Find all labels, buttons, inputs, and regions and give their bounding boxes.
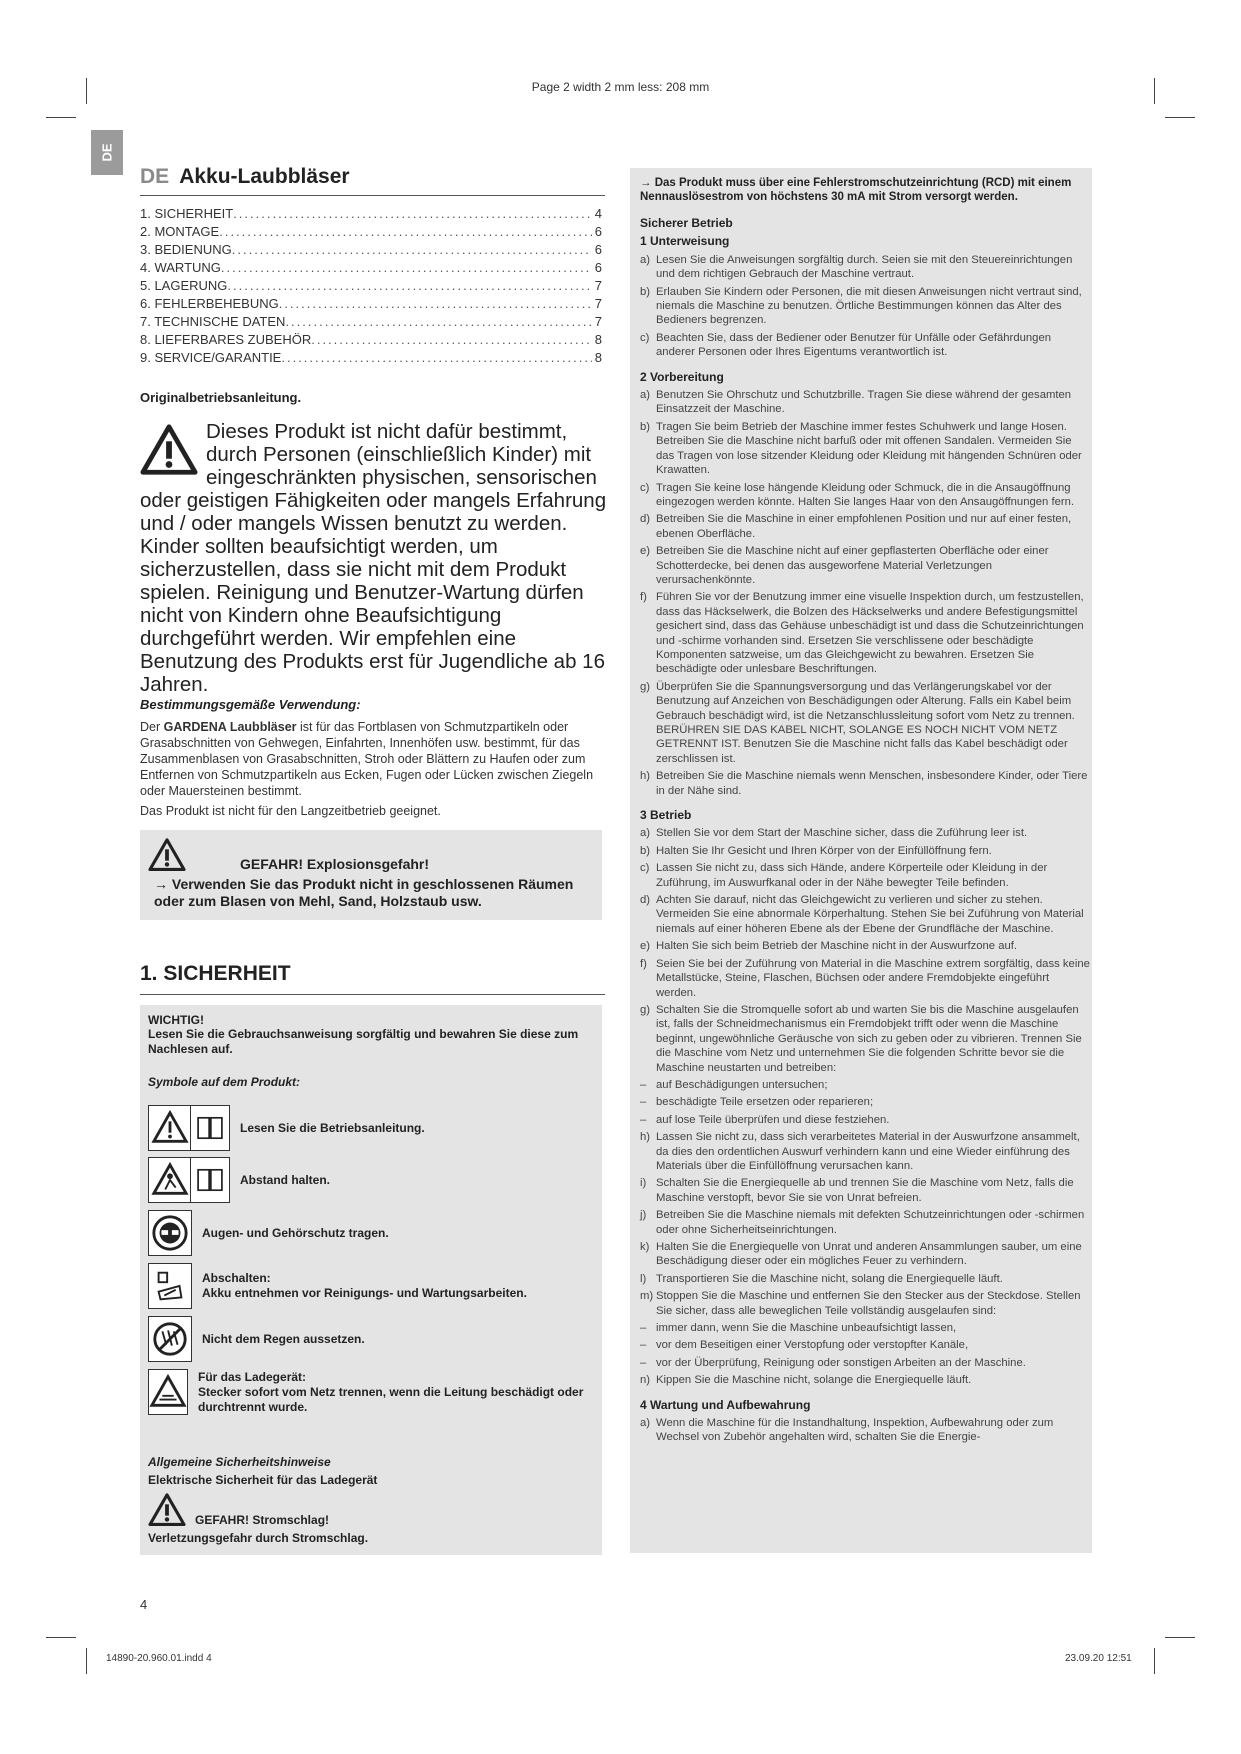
item-letter: b) [640, 285, 651, 298]
item-text: Stoppen Sie die Maschine und entfernen Sie den Stecker aus der Steckdose. Stellen Sie sicher, dass alle beweglichen Teile vollständig ausgelaufen sind: [656, 1290, 1081, 1317]
title-text: Akku-Laubbläser [179, 165, 350, 188]
important-text: Lesen Sie die Gebrauchsanweisung sorgfältig und bewahren Sie diese zum Nachlesen auf. [148, 1027, 579, 1056]
important-label: WICHTIG! [148, 1013, 204, 1027]
item-text: immer dann, wenn Sie die Maschine unbeaufsichtigt lassen, [656, 1322, 957, 1335]
item-text: Lassen Sie nicht zu, dass sich verarbeitetes Material in der Auswurfzone ansammelt, da dies den ordentlichen Auswurf verhindern kann und eine Wieder einführung des Materials über die Einfüllöffnung verursachen kann. [656, 1131, 1080, 1172]
item-letter: a) [640, 253, 651, 266]
section-safety-heading: 1. SICHERHEIT [140, 962, 605, 995]
safety-item [640, 1130, 1090, 1173]
item-letter: i) [640, 1177, 647, 1190]
item-text: Tragen Sie keine lose hängende Kleidung oder Schmuck, die in die Ansaugöffnung eingezogen werden könnte. Halten Sie langes Haar von den Ansaugöffnungen fern. [656, 481, 1075, 508]
intended-use-heading: Bestimmungsgemäße Verwendung: [140, 697, 361, 712]
read-manual-icon [148, 1105, 192, 1151]
shock-title: GEFAHR! Stromschlag! [195, 1513, 330, 1527]
charger-warning-icon [148, 1369, 188, 1415]
item-text: Wenn die Maschine für die Instandhaltung, Inspektion, Aufbewahrung oder zum Wechsel von Zubehör angehalten wird, schalten Sie die Energie- [656, 1417, 1054, 1444]
safe-operation-heading: Sicherer Betrieb [640, 216, 733, 230]
item-text: Halten Sie die Energiequelle von Unrat und anderen Ansammlungen sauber, um eine Beschädigung dieser oder ein mögliches Feuer zu verhindern. [656, 1241, 1082, 1268]
safety-item [640, 388, 1090, 417]
safety-item [640, 512, 1090, 541]
item-letter: a) [640, 827, 651, 840]
item-text: Benutzen Sie Ohrschutz und Schutzbrille. Tragen Sie diese während der gesamten Einsatzzeit der Maschine. [656, 389, 1072, 416]
item-text: Lesen Sie die Anweisungen sorgfältig durch. Seien sie mit den Steuereinrichtungen und dem richtigen Gebrauch der Maschine vertraut. [656, 253, 1073, 281]
item-letter: f) [640, 591, 647, 604]
big-warning-text: Dieses Produkt ist nicht dafür bestimmt, durch Personen (einschließlich Kinder) mit eingeschränkten physischen, sensorischen oder geistigen Fähigkeiten oder mangels Erfahrung und / oder mangels Wissen benutzt zu werden. Kinder sollten beaufsichtigt werden, um sicherzustellen, dass sie nicht mit dem Produkt spielen. Reinigung und Benutzer-Wartung dürfen nicht von Kindern ohne Beaufsichtigung durchgeführt werden. Wir empfehlen eine Benutzung des Produkts erst für Jugendliche ab 16 Jahren. [140, 420, 607, 696]
safety-item [640, 1240, 1090, 1269]
item-letter: – [640, 1113, 647, 1126]
item-letter: c) [640, 862, 650, 875]
safety-item [640, 253, 1090, 282]
footer-date: 23.09.20 12:51 [1065, 1653, 1132, 1664]
item-letter: b) [640, 420, 651, 433]
item-letter: – [640, 1356, 647, 1369]
toc-leader [285, 313, 591, 331]
item-letter: d) [640, 513, 651, 526]
item-text: beschädigte Teile ersetzen oder reparieren; [656, 1096, 874, 1109]
footer-file: 14890-20.960.01.indd 4 [106, 1653, 212, 1664]
toc-label: 2. MONTAGE [140, 224, 220, 239]
item-letter: e) [640, 545, 651, 558]
item-letter: g) [640, 680, 651, 693]
title-lang: DE [140, 165, 170, 188]
toc-leader [281, 349, 591, 367]
item-letter: – [640, 1078, 647, 1091]
safety-item [640, 957, 1090, 1000]
subsection-title: 4 Wartung und Aufbewahrung [640, 1397, 811, 1412]
warning-triangle-icon [140, 422, 198, 478]
toc-page: 7 [594, 314, 602, 329]
rcd-note: → Das Produkt muss über eine Fehlerstromschutzeinrichtung (RCD) mit einem Nennauslösestrom von höchstens 30 mA mit Strom versorgt werden. [640, 177, 1072, 203]
item-text: Halten Sie sich beim Betrieb der Maschine nicht in der Auswurfzone auf. [656, 940, 1018, 953]
safety-item [640, 893, 1090, 936]
symbol-label-detail: Akku entnehmen vor Reinigungs- und Wartungsarbeiten. [202, 1286, 527, 1300]
table-of-contents [140, 205, 602, 367]
keep-distance-icon [148, 1157, 192, 1203]
safety-item [640, 331, 1090, 360]
toc-leader [232, 241, 592, 259]
toc-page: 6 [594, 224, 602, 239]
toc-label: 4. WARTUNG [140, 260, 221, 275]
item-letter: d) [640, 894, 651, 907]
symbol-label: Augen- und Gehörschutz tragen. [202, 1225, 389, 1240]
electrical-safety-heading: Elektrische Sicherheit für das Ladegerät [148, 1473, 378, 1487]
intended-use-text: Der GARDENA Laubbläser ist für das Fortblasen von Schmutzpartikeln oder Grasabschnitten von Gehwegen, Einfahrten, Innenhöfen usw. bestimmt, für das Zusammenblasen von Grasabschnitten, Stroh oder Blättern zu Haufen oder zum Entfernen von Schmutzpartikeln aus Ecken, Fugen oder Lücken zwischen Ziegeln oder Mauersteinen bestimmt. [140, 720, 594, 798]
toc-entry[interactable] [140, 313, 602, 331]
item-text: Stellen Sie vor dem Start der Maschine sicher, dass die Zuführung leer ist. [656, 827, 1028, 840]
item-text: Achten Sie darauf, nicht das Gleichgewicht zu verlieren und sicher zu stehen. Vermeiden Sie eine abnormale Körperhaltung. Stehen Sie bei Zuführung von Material niemals auf einer höheren Ebene als der Ebene der Grundfläche der Maschine. [656, 894, 1084, 935]
toc-entry[interactable] [140, 349, 602, 367]
safety-item [640, 1338, 1090, 1352]
brand-name: GARDENA Laubbläser [163, 720, 297, 734]
item-text: Tragen Sie beim Betrieb der Maschine immer festes Schuhwerk und lange Hosen. Betreiben Sie die Maschine nicht barfuß oder mit offenen Sandalen. Vermeiden Sie das Tragen von lose sitzender Kleidung oder Kleidung mit hängenden Schnüren oder Krawatten. [656, 420, 1082, 477]
toc-label: 8. LIEFERBARES ZUBEHÖR [140, 332, 312, 347]
page-number: 4 [140, 1597, 148, 1612]
safety-subsection [640, 234, 1090, 359]
item-letter: f) [640, 957, 647, 970]
item-text: Erlauben Sie Kindern oder Personen, die mit diesen Anweisungen nicht vertraut sind, niemals die Maschine zu benutzen. Örtliche Bestimmungen können das Alter des Bedieners begrenzen. [656, 285, 1082, 327]
page-title [140, 165, 605, 196]
safety-item [640, 1113, 1090, 1127]
safety-item [640, 939, 1090, 953]
item-text: vor der Überprüfung, Reinigung oder sonstigen Arbeiten an der Maschine. [656, 1356, 1026, 1369]
product-symbol [148, 1316, 365, 1362]
safety-item [640, 481, 1090, 510]
item-letter: k) [640, 1241, 650, 1253]
toc-page: 6 [594, 260, 602, 275]
toc-entry[interactable] [140, 295, 602, 313]
safety-item [640, 769, 1090, 798]
item-text: Betreiben Sie die Maschine in einer empfohlenen Position und nur auf einer festen, ebenen Oberfläche. [656, 513, 1072, 540]
warning-triangle-icon [148, 1493, 186, 1527]
right-column-content [640, 176, 1090, 1455]
item-text: Betreiben Sie die Maschine niemals mit defekten Schutzeinrichtungen oder -schirmen oder ohne Sicherheitseinrichtungen. [656, 1209, 1085, 1236]
toc-leader [311, 331, 592, 349]
original-label: Originalbetriebsanleitung. [140, 390, 302, 405]
product-symbol [148, 1105, 425, 1151]
item-text: Betreiben Sie die Maschine nicht auf einer gepflasterten Oberfläche oder einer Schotterdecke, bei denen das ausgeworfene Material Verletzungen verursachenkönnte. [656, 545, 1049, 586]
symbols-heading: Symbole auf dem Produkt: [148, 1075, 301, 1089]
item-letter: m) [640, 1290, 654, 1303]
safety-item [640, 1416, 1090, 1445]
person-distance-icon [190, 1157, 230, 1203]
toc-leader [219, 223, 592, 241]
toc-page: 8 [594, 350, 602, 365]
safety-item [640, 1208, 1090, 1237]
item-letter: – [640, 1322, 647, 1335]
toc-leader [227, 277, 591, 295]
item-text: Führen Sie vor der Benutzung immer eine visuelle Inspektion durch, um festzustellen, dass das Häckselwerk, die Bolzen des Häckselwerks und andere Befestigungsmittel gesichert sind, dass das Gehäuse unbeschädigt ist und dass die Schutzeinrichtungen und -schirme vorhanden sind. Ersetzen Sie verschlissene oder beschädigte Komponenten satzweise, um das Gleichgewicht zu bewahren. Ersetzen Sie beschädigte oder unlesbare Beschriftungen. [656, 591, 1084, 676]
item-letter: h) [640, 770, 651, 783]
item-letter: h) [640, 1131, 651, 1144]
safety-item [640, 590, 1090, 676]
item-letter: l) [640, 1272, 647, 1285]
toc-page: 7 [594, 278, 602, 293]
product-symbol [148, 1263, 527, 1309]
symbol-label: Abstand halten. [240, 1172, 331, 1187]
page-header-note: Page 2 width 2 mm less: 208 mm [531, 80, 710, 94]
symbol-label-detail: Stecker sofort vom Netz trennen, wenn die Leitung beschädigt oder durchtrennt wurde. [198, 1384, 584, 1414]
item-text: Transportieren Sie die Maschine nicht, solang die Energiequelle läuft. [656, 1272, 1003, 1285]
safety-item [640, 680, 1090, 766]
shock-text: Verletzungsgefahr durch Stromschlag. [148, 1531, 369, 1545]
toc-leader [279, 295, 592, 313]
intended-use-note: Das Produkt ist nicht für den Langzeitbetrieb geeignet. [140, 804, 441, 818]
no-rain-icon [148, 1316, 192, 1362]
safety-item [640, 1176, 1090, 1205]
safety-item [640, 1003, 1090, 1075]
item-letter: n) [640, 1374, 651, 1387]
safety-item [640, 1289, 1090, 1318]
item-text: vor dem Beseitigen einer Verstopfung oder verstopfter Kanäle, [656, 1339, 969, 1352]
item-text: Schalten Sie die Stromquelle sofort ab und warten Sie bis die Maschine ausgelaufen ist, falls der Schneidmechanismus ein Fremdobjekt trifft oder wenn die Maschine beginnt, ungewöhnliche Geräusche von sich zu geben oder zu vibrieren. Trennen Sie die Maschine vom Netz und unternehmen Sie die folgenden Schritte bevor sie die Maschine neustarten und betreiben: [656, 1003, 1082, 1074]
item-letter: g) [640, 1003, 651, 1016]
safety-item [640, 285, 1090, 328]
safety-item [640, 861, 1090, 890]
item-text: Kippen Sie die Maschine nicht, solange die Energiequelle läuft. [656, 1374, 972, 1387]
toc-entry[interactable] [140, 223, 602, 241]
toc-label: 1. SICHERHEIT [140, 206, 234, 221]
safety-subsection [640, 1398, 1090, 1445]
general-safety-heading: Allgemeine Sicherheitshinweise [148, 1455, 331, 1469]
item-letter: c) [640, 331, 650, 344]
item-text: Betreiben Sie die Maschine niemals wenn Menschen, insbesondere Kinder, oder Tiere in der Nähe sind. [656, 770, 1088, 797]
toc-entry[interactable] [140, 277, 602, 295]
safety-item [640, 1095, 1090, 1109]
item-letter: – [640, 1096, 647, 1109]
item-text: Schalten Sie die Energiequelle ab und trennen Sie die Maschine vom Netz, falls die Maschine verstopft, bevor Sie sie von Unrat befreien. [656, 1177, 1074, 1204]
manual-book-icon [190, 1105, 230, 1151]
symbol-label: Für das Ladegerät: [198, 1369, 307, 1384]
safety-item [640, 826, 1090, 840]
item-letter: a) [640, 389, 651, 402]
toc-entry[interactable] [140, 205, 602, 223]
warning-triangle-icon [148, 838, 186, 872]
important-box [140, 1005, 602, 1555]
item-letter: b) [640, 844, 651, 857]
toc-label: 9. SERVICE/GARANTIE [140, 350, 282, 365]
item-text: Seien Sie bei der Zuführung von Material in die Maschine extrem sorgfältig, dass keine Metallstücke, Steine, Flaschen, Büchsen oder andere Fremdobjekte eingeführt werden. [656, 957, 1090, 999]
product-symbol [148, 1157, 330, 1203]
subsection-title: 2 Vorbereitung [640, 369, 724, 384]
item-text: Überprüfen Sie die Spannungsversorgung und das Verlängerungskabel vor der Benutzung auf Anzeichen von Beschädigungen oder Alterung. Falls ein Kabel beim Gebrauch beschädigt wird, ist die Netzanschlussleitung sofort vom Netz zu trennen. BERÜHREN SIE DAS KABEL NICHT, SOLANGE ES NOCH NICHT VOM NETZ GETRENNT IST. Benutzen Sie die Maschine nicht falls das Kabel beschädigt oder zerschlissen ist. [656, 680, 1075, 765]
subsection-title: 1 Unterweisung [640, 234, 730, 249]
product-symbol [148, 1210, 389, 1256]
toc-label: 5. LAGERUNG [140, 278, 228, 293]
danger-explosion-title: GEFAHR! Explosionsgefahr! [240, 856, 430, 872]
toc-entry[interactable] [140, 241, 602, 259]
item-text: auf Beschädigungen untersuchen; [656, 1078, 828, 1091]
item-letter: e) [640, 940, 651, 953]
safety-item [640, 544, 1090, 587]
safety-item [640, 1373, 1090, 1387]
item-text: Beachten Sie, dass der Bediener oder Benutzer für Unfälle oder Gefährdungen anderer Personen oder Ihres Eigentums verantwortlich ist. [656, 331, 1052, 359]
eye-ear-protection-icon [148, 1210, 192, 1256]
safety-item [640, 1321, 1090, 1335]
toc-label: 6. FEHLERBEHEBUNG [140, 296, 279, 311]
big-warning [140, 420, 610, 696]
toc-leader [221, 259, 592, 277]
item-text: auf lose Teile überprüfen und diese festziehen. [656, 1113, 890, 1126]
safety-item [640, 420, 1090, 478]
safety-subsection [640, 808, 1090, 1388]
danger-explosion-text: → Verwenden Sie das Produkt nicht in geschlossenen Räumen oder zum Blasen von Mehl, Sand, Holzstaub usw. [154, 876, 574, 909]
toc-page: 8 [594, 332, 602, 347]
symbol-label: Abschalten: [202, 1271, 271, 1285]
toc-entry[interactable] [140, 331, 602, 349]
toc-label: 3. BEDIENUNG [140, 242, 232, 257]
toc-page: 4 [594, 206, 602, 221]
item-text: Lassen Sie nicht zu, dass sich Hände, andere Körperteile oder Kleidung in der Zuführung, im Auswurfkanal oder in der Nähe bewegter Teile befinden. [656, 862, 1048, 889]
symbol-label: Lesen Sie die Betriebsanleitung. [240, 1120, 425, 1135]
danger-explosion-box [140, 830, 602, 920]
item-letter: a) [640, 1417, 651, 1430]
toc-page: 7 [594, 296, 602, 311]
safety-item [640, 844, 1090, 858]
item-text: Halten Sie Ihr Gesicht und Ihren Körper von der Einfüllöffnung fern. [656, 844, 992, 857]
language-tab: DE [91, 130, 123, 175]
switch-off-icon [148, 1263, 192, 1309]
safety-subsection [640, 370, 1090, 798]
subsection-title: 3 Betrieb [640, 808, 692, 823]
safety-item [640, 1356, 1090, 1370]
safety-item [640, 1078, 1090, 1092]
toc-entry[interactable] [140, 259, 602, 277]
toc-leader [233, 205, 592, 223]
toc-label: 7. TECHNISCHE DATEN [140, 314, 286, 329]
product-symbol [148, 1369, 602, 1415]
symbol-label: Nicht dem Regen aussetzen. [202, 1331, 365, 1346]
item-letter: – [640, 1339, 647, 1352]
item-letter: c) [640, 481, 650, 494]
toc-page: 6 [594, 242, 602, 257]
item-letter: j) [640, 1209, 647, 1222]
safety-item [640, 1272, 1090, 1286]
